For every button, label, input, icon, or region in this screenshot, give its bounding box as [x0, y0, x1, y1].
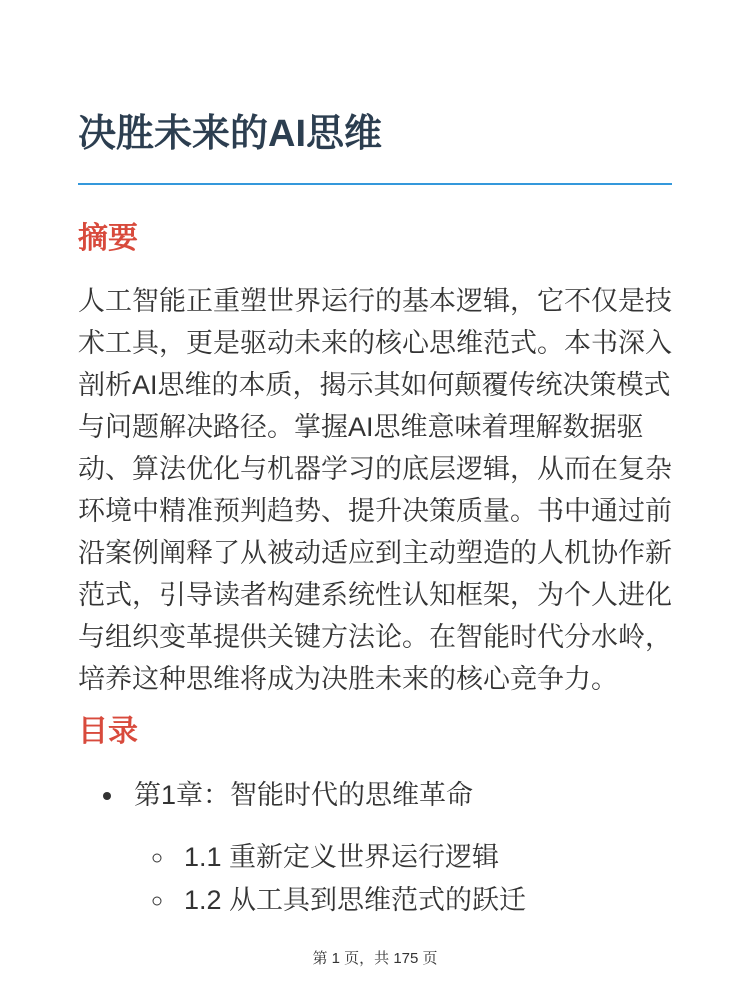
abstract-heading: 摘要 [78, 221, 138, 255]
toc-subsection-list [134, 836, 672, 921]
toc-section-label: 1.2 从工具到思维范式的跃迁 [184, 884, 527, 915]
toc-list [78, 774, 672, 921]
abstract-paragraph: 人工智能正重塑世界运行的基本逻辑，它不仅是技术工具，更是驱动未来的核心思维范式。本书深入剖析AI思维的本质，揭示其如何颠覆传统决策模式与问题解决路径。掌握AI思维意味着理解数据驱动、算法优化与机器学习的底层逻辑，从而在复杂环境中精准预判趋势、提升决策质量。书中通过前沿案例阐释了从被动适应到主动塑造的人机协作新范式，引导读者构建系统性认知框架，为个人进化与组织变革提供关键方法论。在智能时代分水岭，培养这种思维将成为决胜未来的核心竞争力。 [78, 285, 672, 694]
toc-chapter-item [126, 774, 672, 921]
page-title: 决胜未来的AI思维 [78, 112, 672, 185]
page-number-indicator: 第 1 页，共 175 页 [312, 950, 438, 967]
toc-chapter-label: 第1章：智能时代的思维革命 [134, 779, 474, 810]
toc-heading: 目录 [78, 714, 138, 748]
toc-section-item [176, 836, 672, 878]
toc-section-label: 1.1 重新定义世界运行逻辑 [184, 841, 500, 872]
toc-section-item [176, 879, 672, 921]
